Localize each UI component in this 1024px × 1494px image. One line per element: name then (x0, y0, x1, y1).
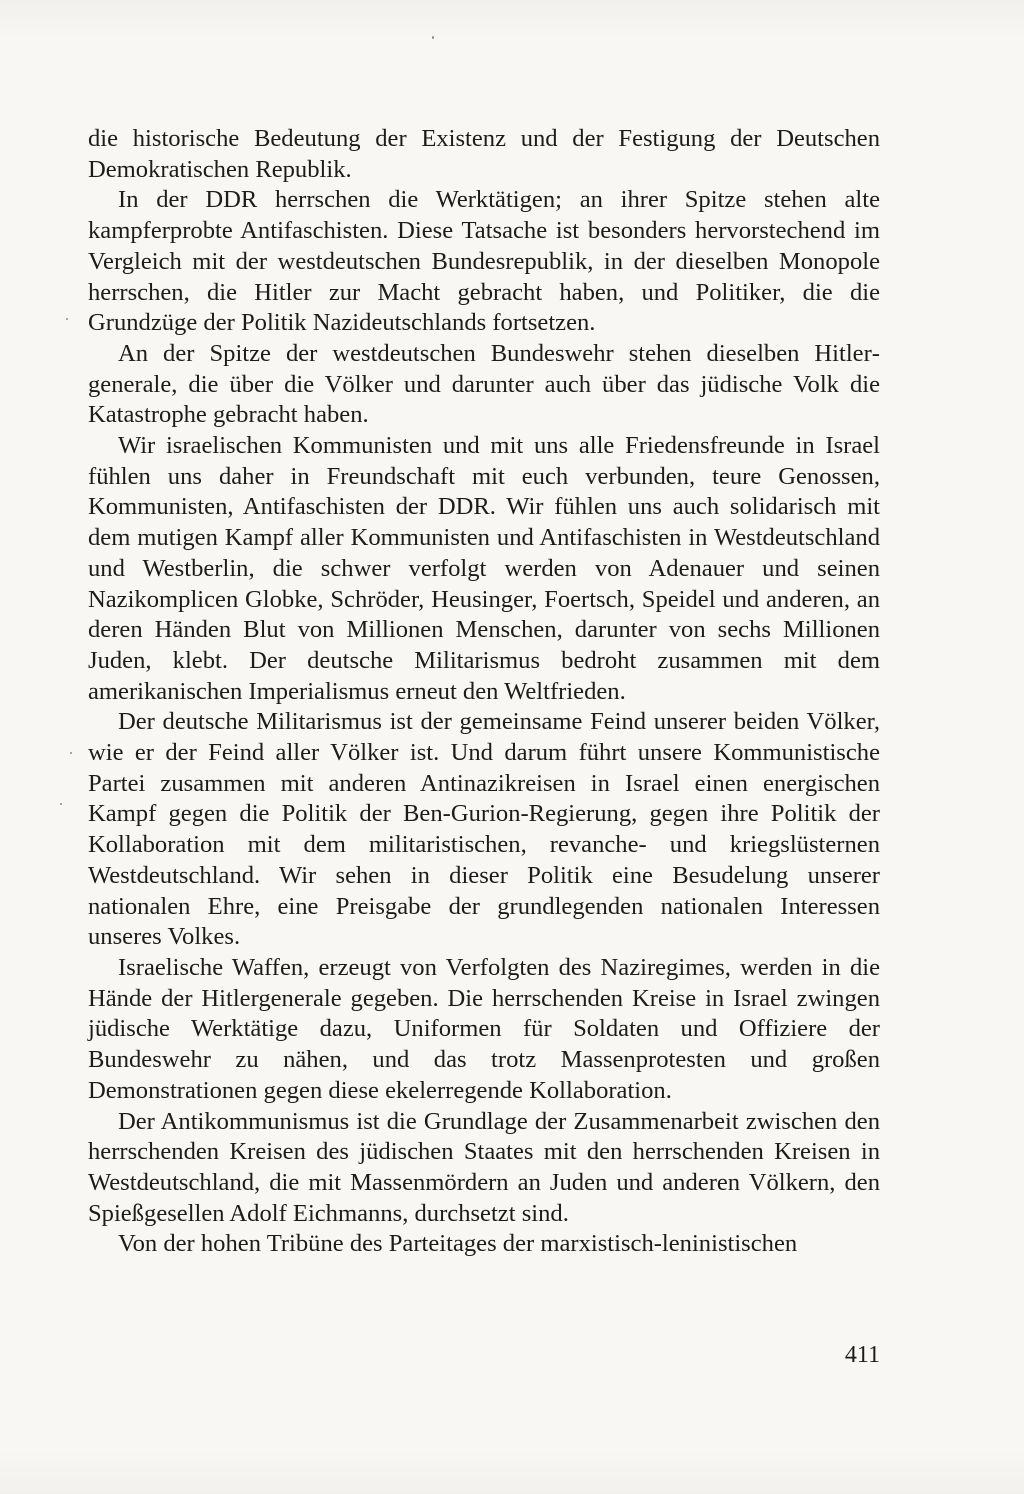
paragraph: An der Spitze der westdeutschen Bundeswehr stehen dieselben Hitlergenerale, die über die Völker und darunter auch über das jüdische Volk die Katastrophe gebracht haben. (88, 339, 880, 429)
scan-speck (60, 803, 62, 805)
paragraph: Wir israelischen Kommunisten und mit uns alle Friedensfreunde in Israel fühlen uns daher in Freundschaft mit euch verbunden, teure Genossen, Kommunisten, Antifaschisten der DDR. Wir fühlen uns auch solidarisch mit dem mutigen Kampf aller Kommunisten und Antifaschisten in Westdeutschland und Westberlin, die schwer verfolgt werden von Adenauer und seinen Nazikomplicen Globke, Schröder, Heusinger, Foertsch, Speidel und anderen, an deren Händen Blut von Millionen Menschen, darunter von sechs Millionen Juden, klebt. Der deutsche Militarismus bedroht zusammen mit dem amerikanischen Imperialismus erneut den Weltfrieden. (88, 432, 880, 705)
scan-speck (70, 752, 72, 754)
body-text (88, 124, 880, 1260)
paragraph: Der Antikommunismus ist die Grundlage der Zusammenarbeit zwischen den herrschenden Kreisen des jüdischen Staates mit den herrschenden Kreisen in Westdeutschland, die mit Massenmördern an Juden und anderen Völkern, den Spießgesellen Adolf Eichmanns, durchsetzt sind. (88, 1107, 880, 1227)
scan-speck (66, 318, 68, 320)
page-number: 411 (844, 1342, 880, 1368)
paragraph: Der deutsche Militarismus ist der gemeinsame Feind unserer beiden Völker, wie er der Feind aller Völker ist. Und darum führt unsere Kommunistische Partei zusammen mit anderen Antinazikreisen in Israel einen energischen Kampf gegen die Politik der Ben-Gurion-Regierung, gegen ihre Politik der Kollaboration mit dem militaristischen, revanche- und kriegslüsternen Westdeutschland. Wir sehen in dieser Politik eine Besudelung unserer nationalen Ehre, eine Preisgabe der grundlegenden nationalen Interessen unseres Volkes. (88, 708, 880, 951)
paragraph: Israelische Waffen, erzeugt von Verfolgten des Naziregimes, werden in die Hände der Hitlergenerale gegeben. Die herrschenden Kreise in Israel zwingen jüdische Werktätige dazu, Uniformen für Soldaten und Offiziere der Bundeswehr zu nähen, und das trotz Massenprotesten und großen Demonstrationen gegen diese ekelerregende Kollaboration. (88, 953, 880, 1104)
paragraph: In der DDR herrschen die Werktätigen; an ihrer Spitze stehen alte kampferprobte Antifaschisten. Diese Tatsache ist besonders hervorstechend im Vergleich mit der westdeutschen Bundesrepublik, in der dieselben Monopole herrschen, die Hitler zur Macht gebracht haben, und Politiker, die die Grundzüge der Politik Nazideutschlands fortsetzen. (88, 186, 880, 337)
paragraph: Von der hohen Tribüne des Parteitages der marxistisch-leninistischen (118, 1230, 798, 1258)
scan-speck (432, 36, 434, 39)
paragraph-continued: die historische Bedeutung der Existenz und der Festigung der Deutschen Demokratischen Republik. (88, 125, 880, 183)
